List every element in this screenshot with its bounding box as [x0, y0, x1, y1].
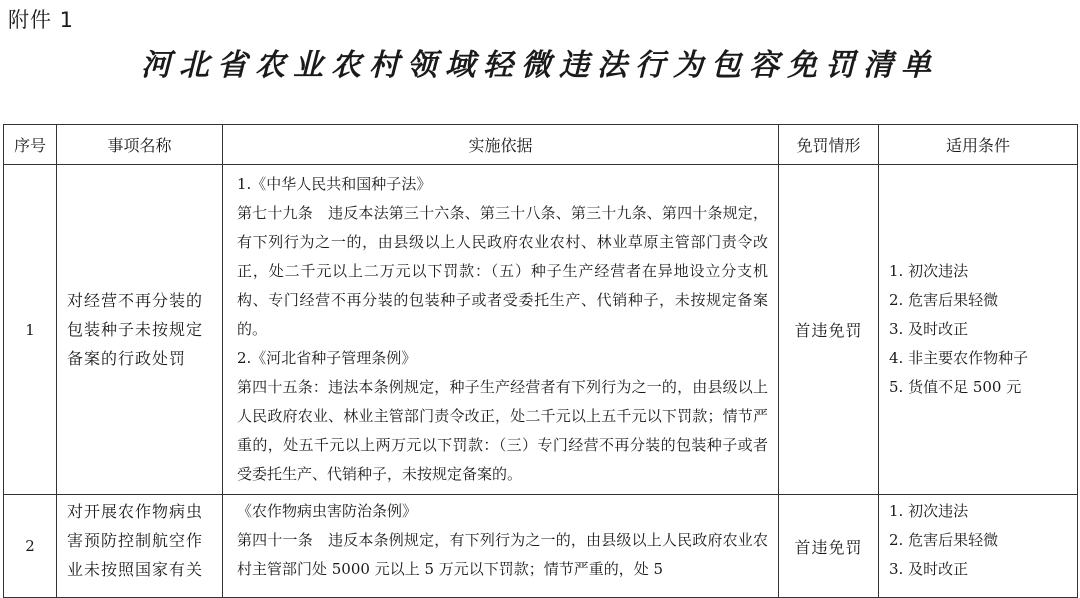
column-header-basis: 实施依据 — [223, 125, 779, 165]
condition-item: 1. 初次违法 — [889, 262, 969, 280]
basis-article: 第四十一条 违反本条例规定，有下列行为之一的，由县级以上人民政府农业农村主管部门处 5000 元以上 5 万元以下罚款；情节严重的，处 5 — [237, 531, 768, 578]
attachment-label: 附件 1 — [8, 8, 75, 32]
applicable-conditions — [879, 165, 1078, 495]
condition-item: 4. 非主要农作物种子 — [889, 349, 1029, 367]
exemption-type: 首违免罚 — [779, 165, 879, 495]
condition-item: 1. 初次违法 — [889, 502, 969, 520]
basis-regulation-title: 《农作物病虫害防治条例》 — [237, 502, 418, 520]
condition-item: 5. 货值不足 500 元 — [889, 378, 1022, 396]
basis-article: 第七十九条 违反本法第三十六条、第三十八条、第三十九条、第四十条规定，有下列行为之一的，由县级以上人民政府农业农村、林业草原主管部门责令改正，处二千元以上二万元以下罚款：（五）种子生产经营者在异地设立分支机构、专门经营不再分装的包装种子或者受委托生产、代销种子，未按规定备案的。 — [237, 204, 768, 338]
condition-item: 3. 及时改正 — [889, 560, 969, 578]
penalty-exemption-table — [3, 124, 1078, 598]
applicable-conditions — [879, 495, 1078, 598]
column-header-exempt: 免罚情形 — [779, 125, 879, 165]
column-header-name: 事项名称 — [57, 125, 223, 165]
table-header-row — [4, 125, 1078, 165]
table-row — [4, 165, 1078, 495]
row-number: 2 — [4, 495, 57, 598]
condition-item: 3. 及时改正 — [889, 320, 969, 338]
table-row — [4, 495, 1078, 598]
document-title: 河北省农业农村领域轻微违法行为包容免罚清单 — [141, 48, 939, 83]
item-name: 对经营不再分装的包装种子未按规定备案的行政处罚 — [57, 165, 223, 495]
condition-item: 2. 危害后果轻微 — [889, 291, 999, 309]
basis-law-title: 1.《中华人民共和国种子法》 — [237, 175, 432, 193]
basis-article: 第四十五条：违法本条例规定，种子生产经营者有下列行为之一的，由县级以上人民政府农业、林业主管部门责令改正，处二千元以上五千元以下罚款；情节严重的，处五千元以上两万元以下罚款：（三）专门经营不再分装的包装种子或者受委托生产、代销种子，未按规定备案的。 — [237, 378, 768, 483]
condition-item: 2. 危害后果轻微 — [889, 531, 999, 549]
item-name: 对开展农作物病虫害预防控制航空作业未按照国家有关 — [57, 495, 223, 598]
exemption-type: 首违免罚 — [779, 495, 879, 598]
legal-basis — [223, 495, 779, 598]
basis-regulation-title: 2.《河北省种子管理条例》 — [237, 349, 417, 367]
legal-basis — [223, 165, 779, 495]
column-header-conditions: 适用条件 — [879, 125, 1078, 165]
column-header-no: 序号 — [4, 125, 57, 165]
row-number: 1 — [4, 165, 57, 495]
